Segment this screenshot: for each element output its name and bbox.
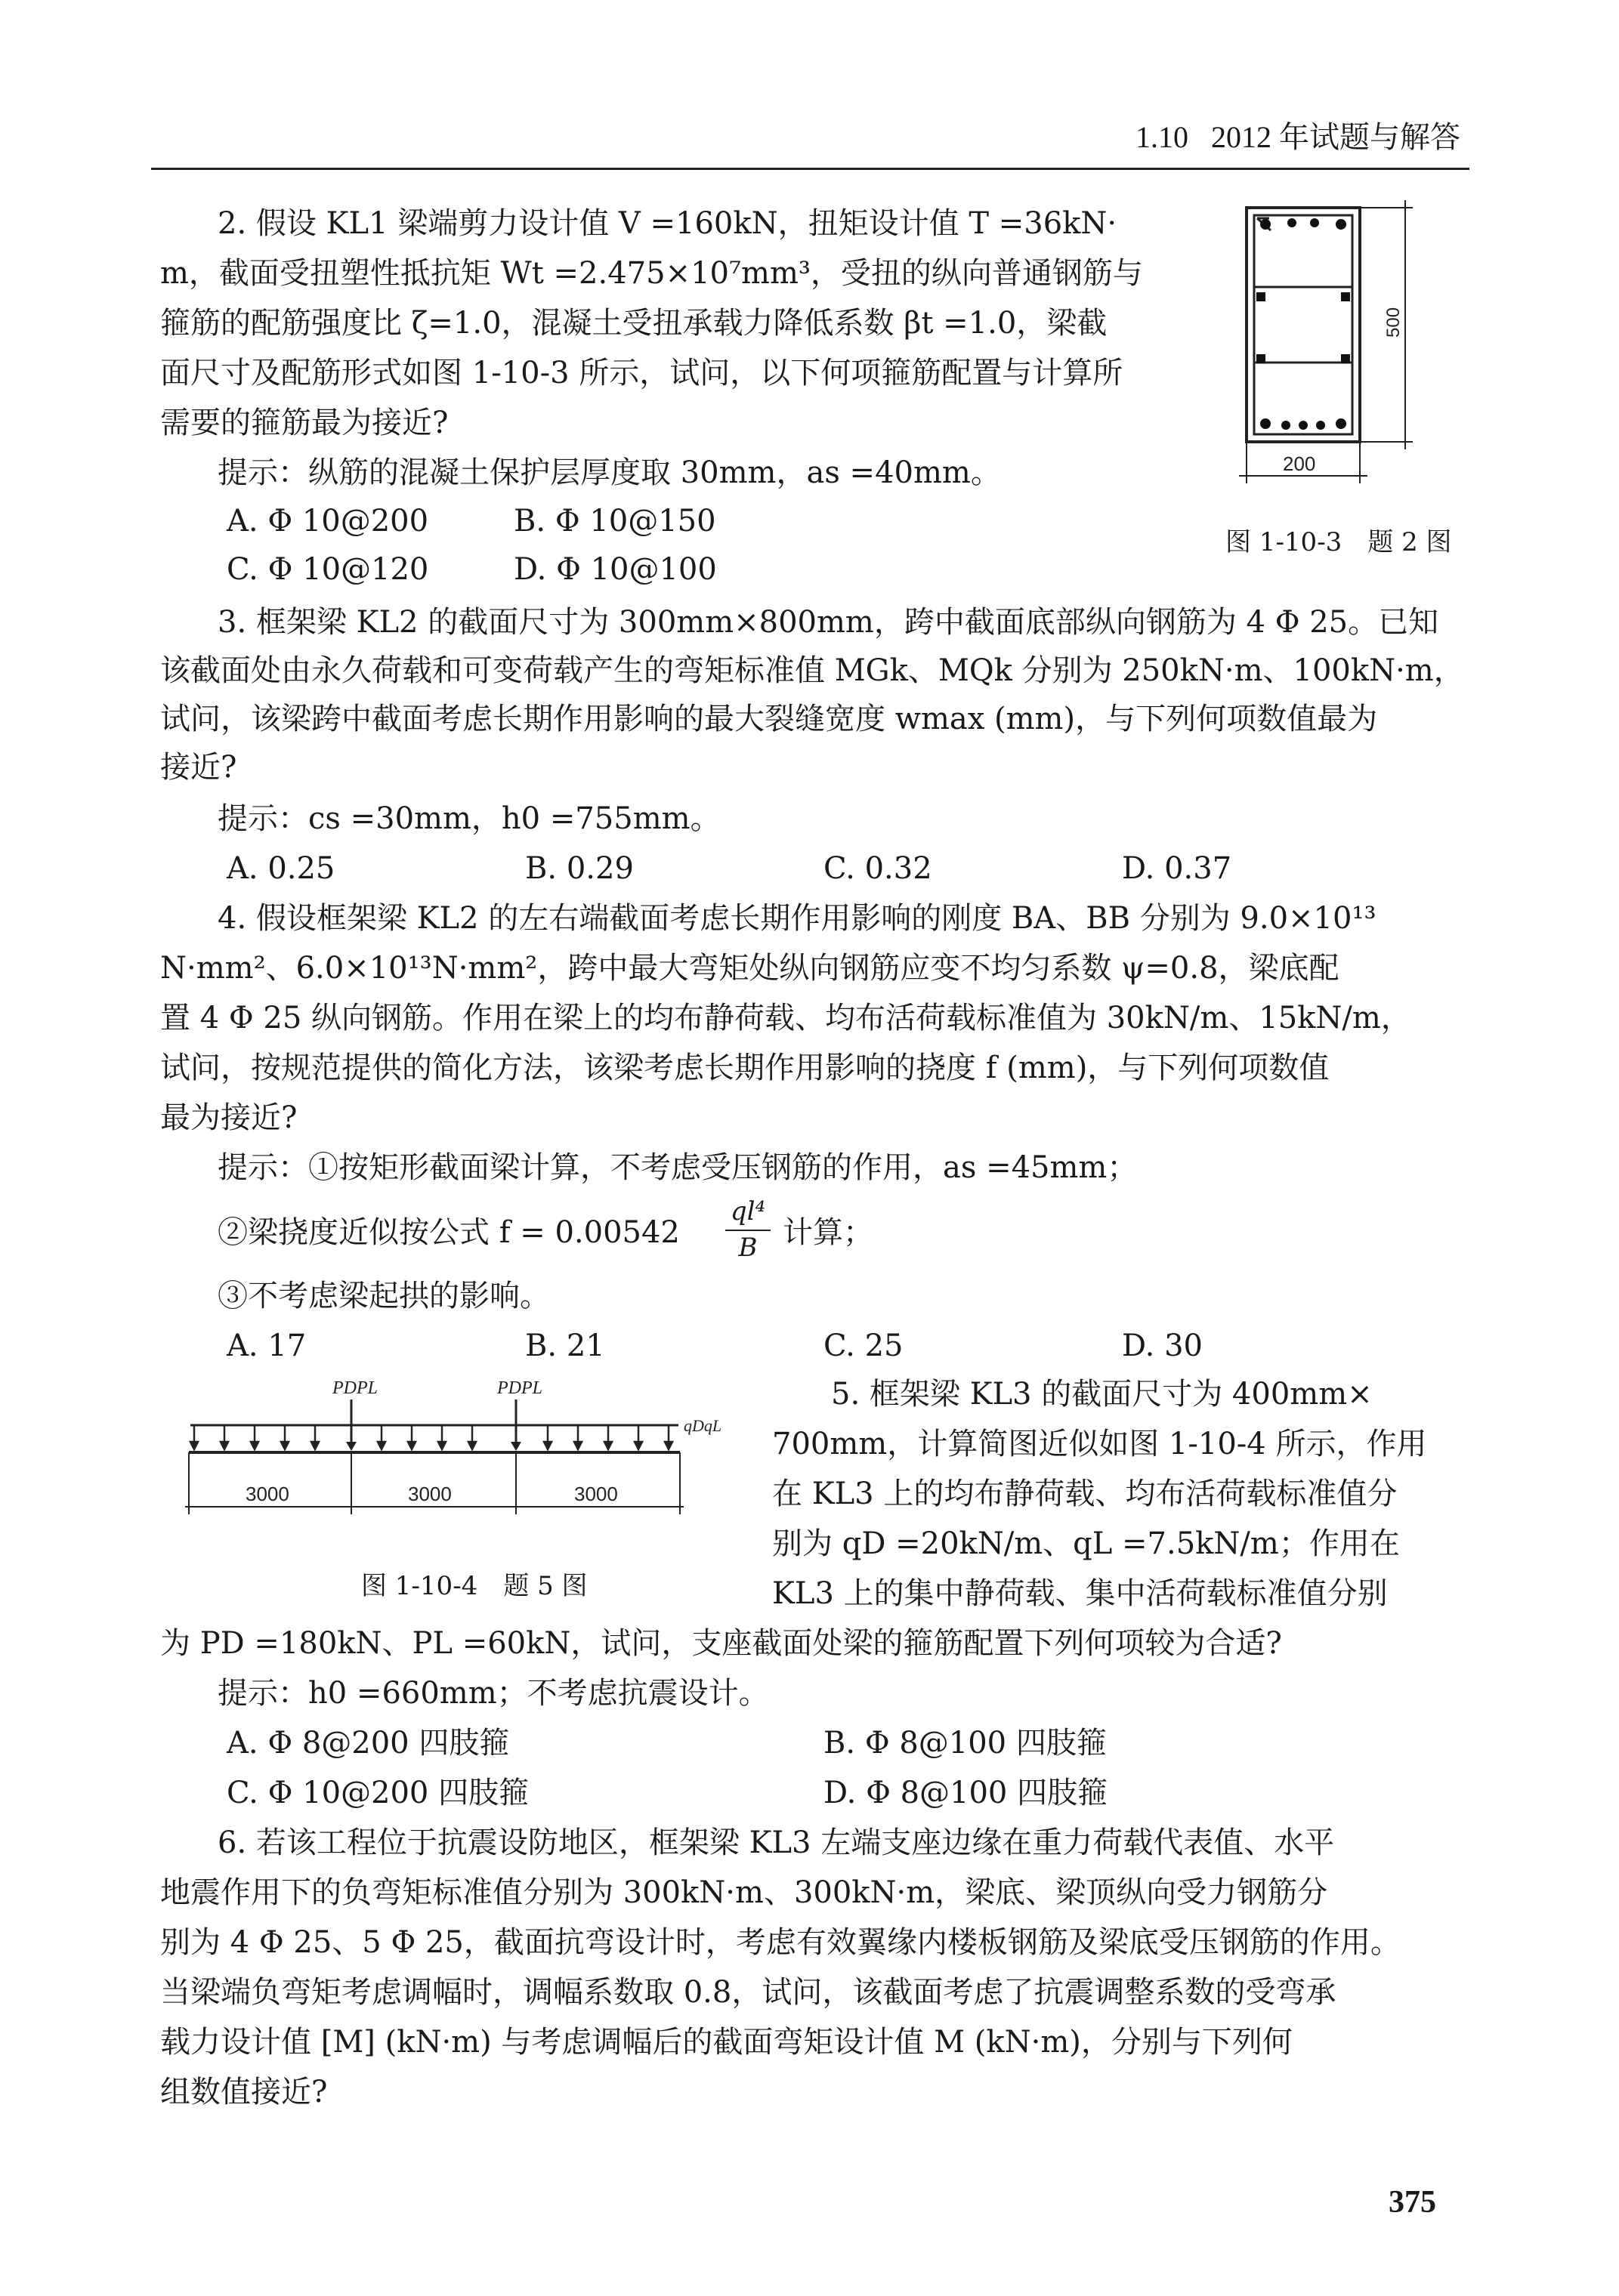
q6-line-3: 别为 4 Φ 25、5 Φ 25，截面抗弯设计时，考虑有效翼缘内楼板钢筋及梁底受压钢筋的作用。 [160, 1925, 1401, 1960]
q4-hint-3: ③不考虑梁起拱的影响。 [218, 1279, 550, 1313]
rebar-bottom [1299, 421, 1308, 430]
beam-section-figure [1224, 193, 1473, 495]
q3-option-a: A. 0.25 [227, 851, 335, 886]
q5-side-line-4: 别为 qD =20kN/m、qL =7.5kN/m；作用在 [772, 1526, 1400, 1561]
q6-line-6: 组数值接近? [160, 2075, 328, 2109]
rebar-side [1341, 292, 1350, 301]
distributed-load-arrows [190, 1425, 672, 1449]
span-label-1: 3000 [246, 1483, 289, 1505]
q2-line-5: 需要的箍筋最为接近? [160, 406, 449, 440]
q6-line-2: 地震作用下的负弯矩标准值分别为 300kN·m、300kN·m，梁底、梁顶纵向受力钢筋分 [160, 1875, 1328, 1910]
rebar-bottom [1336, 418, 1346, 429]
rebar-side [1341, 354, 1350, 363]
figure-1-caption: 图 1-10-3 题 2 图 [1225, 527, 1452, 557]
rebar-top [1310, 218, 1319, 227]
header-title: 2012 年试题与解答 [1211, 120, 1460, 154]
q4-option-c: C. 25 [823, 1329, 904, 1363]
rebar-bottom [1281, 421, 1290, 430]
figure-2-caption: 图 1-10-4 题 5 图 [361, 1571, 588, 1601]
q5-option-b: B. Φ 8@100 四肢箍 [823, 1726, 1107, 1761]
rebar-top [1336, 219, 1346, 230]
q5-hint: 提示：h0 =660mm；不考虑抗震设计。 [218, 1676, 769, 1711]
q4-option-b: B. 21 [525, 1329, 605, 1363]
rebar-top [1287, 218, 1296, 227]
q5-side-line-3: 在 KL3 上的均布静荷载、均布活荷载标准值分 [772, 1477, 1398, 1511]
stirrup-inner [1254, 287, 1352, 363]
q3-line-2: 该截面处由永久荷载和可变荷载产生的弯矩标准值 MGk、MQk 分别为 250kN·m、100kN·m， [160, 653, 1464, 688]
q5-option-a: A. Φ 8@200 四肢箍 [227, 1726, 510, 1761]
q3-line-1: 3. 框架梁 KL2 的截面尺寸为 300mm×800mm，跨中截面底部纵向钢筋为 4 Φ 25。已知 [218, 605, 1439, 640]
point-load-label-2: PDPL [497, 1378, 542, 1398]
q4-line-4: 试问，按规范提供的简化方法，该梁考虑长期作用影响的挠度 f (mm)，与下列何项数值 [160, 1051, 1330, 1085]
q2-option-b: B. Φ 10@150 [514, 504, 716, 539]
q5-side-line-1: 5. 框架梁 KL3 的截面尺寸为 400mm× [831, 1377, 1373, 1412]
q5-side-line-2: 700mm，计算简图近似如图 1-10-4 所示，作用 [772, 1427, 1427, 1461]
q2-line-4: 面尺寸及配筋形式如图 1-10-3 所示，试问，以下何项箍筋配置与计算所 [160, 356, 1123, 390]
q4-option-d: D. 30 [1122, 1329, 1203, 1363]
q3-line-4: 接近? [160, 750, 237, 785]
span-label-2: 3000 [408, 1483, 452, 1505]
q6-line-1: 6. 若该工程位于抗震设防地区，框架梁 KL3 左端支座边缘在重力荷载代表值、水平 [218, 1825, 1335, 1860]
q5-side-line-5: KL3 上的集中静荷载、集中活荷载标准值分别 [772, 1576, 1388, 1611]
q4-hint-2-post: 计算； [783, 1215, 873, 1250]
rebar-bottom [1316, 421, 1325, 430]
q2-option-c: C. Φ 10@120 [227, 552, 429, 587]
rebar-bottom [1260, 418, 1271, 429]
q4-hint-1: 提示：①按矩形截面梁计算，不考虑受压钢筋的作用，as =45mm； [218, 1150, 1138, 1185]
beam-loading-figure [181, 1371, 771, 1537]
header-section: 1.10 [1135, 120, 1188, 154]
rebar-side [1256, 354, 1265, 363]
q4-line-5: 最为接近? [160, 1100, 298, 1135]
formula-denominator: B [738, 1233, 758, 1263]
point-load-label-1: PDPL [332, 1378, 378, 1398]
q2-option-d: D. Φ 10@100 [514, 552, 717, 587]
q3-option-d: D. 0.37 [1122, 851, 1232, 886]
q4-line-1: 4. 假设框架梁 KL2 的左右端截面考虑长期作用影响的刚度 BA、BB 分别为 9.0×10¹³ [218, 901, 1376, 936]
distributed-load-label: qDqL [684, 1416, 722, 1435]
rebar-side [1256, 292, 1265, 301]
q4-line-2: N·mm²、6.0×10¹³N·mm²，跨中最大弯矩处纵向钢筋应变不均匀系数 ψ=0.8，梁底配 [160, 951, 1339, 986]
stirrup-outer [1254, 215, 1352, 434]
height-dimension-label: 500 [1383, 307, 1404, 338]
q2-option-a: A. Φ 10@200 [227, 504, 429, 539]
q4-line-3: 置 4 Φ 25 纵向钢筋。作用在梁上的均布静荷载、均布活荷载标准值为 30kN/m、15kN/m， [160, 1001, 1411, 1035]
span-label-3: 3000 [574, 1483, 618, 1505]
page-number: 375 [1389, 2185, 1436, 2220]
q4-hint-2-pre: ②梁挠度近似按公式 f = 0.00542 [218, 1215, 680, 1250]
q3-option-c: C. 0.32 [823, 851, 932, 886]
q6-line-5: 载力设计值 [M] (kN·m) 与考虑调幅后的截面弯矩设计值 M (kN·m)，分别与下列何 [160, 2025, 1293, 2060]
q5-option-d: D. Φ 8@100 四肢箍 [823, 1776, 1108, 1810]
width-dimension-label: 200 [1283, 452, 1316, 475]
q2-hint: 提示：纵筋的混凝土保护层厚度取 30mm，as =40mm。 [218, 455, 1001, 490]
q2-line-1: 2. 假设 KL1 梁端剪力设计值 V =160kN，扭矩设计值 T =36kN· [218, 206, 1117, 241]
q2-line-3: 箍筋的配筋强度比 ζ=1.0，混凝土受扭承载力降低系数 βt =1.0，梁截 [160, 306, 1108, 341]
rebar-top [1260, 219, 1271, 230]
q3-option-b: B. 0.29 [525, 851, 634, 886]
q2-line-2: m，截面受扭塑性抵抗矩 Wt =2.475×10⁷mm³，受扭的纵向普通钢筋与 [160, 256, 1143, 291]
formula-fraction-bar [725, 1230, 771, 1231]
running-header [1135, 113, 1460, 156]
section-outline [1247, 208, 1360, 442]
q3-line-3: 试问，该梁跨中截面考虑长期作用影响的最大裂缝宽度 wmax (mm)，与下列何项数值最为 [160, 702, 1378, 736]
q5-line-full: 为 PD =180kN、PL =60kN，试问，支座截面处梁的箍筋配置下列何项较为合适? [160, 1626, 1282, 1661]
q6-line-4: 当梁端负弯矩考虑调幅时，调幅系数取 0.8，试问，该截面考虑了抗震调整系数的受弯承 [160, 1975, 1336, 2010]
q4-option-a: A. 17 [227, 1329, 307, 1363]
header-rule [151, 168, 1469, 170]
q5-option-c: C. Φ 10@200 四肢箍 [227, 1776, 530, 1810]
formula-numerator: ql⁴ [730, 1196, 766, 1227]
q3-hint: 提示：cs =30mm，h0 =755mm。 [218, 801, 721, 836]
